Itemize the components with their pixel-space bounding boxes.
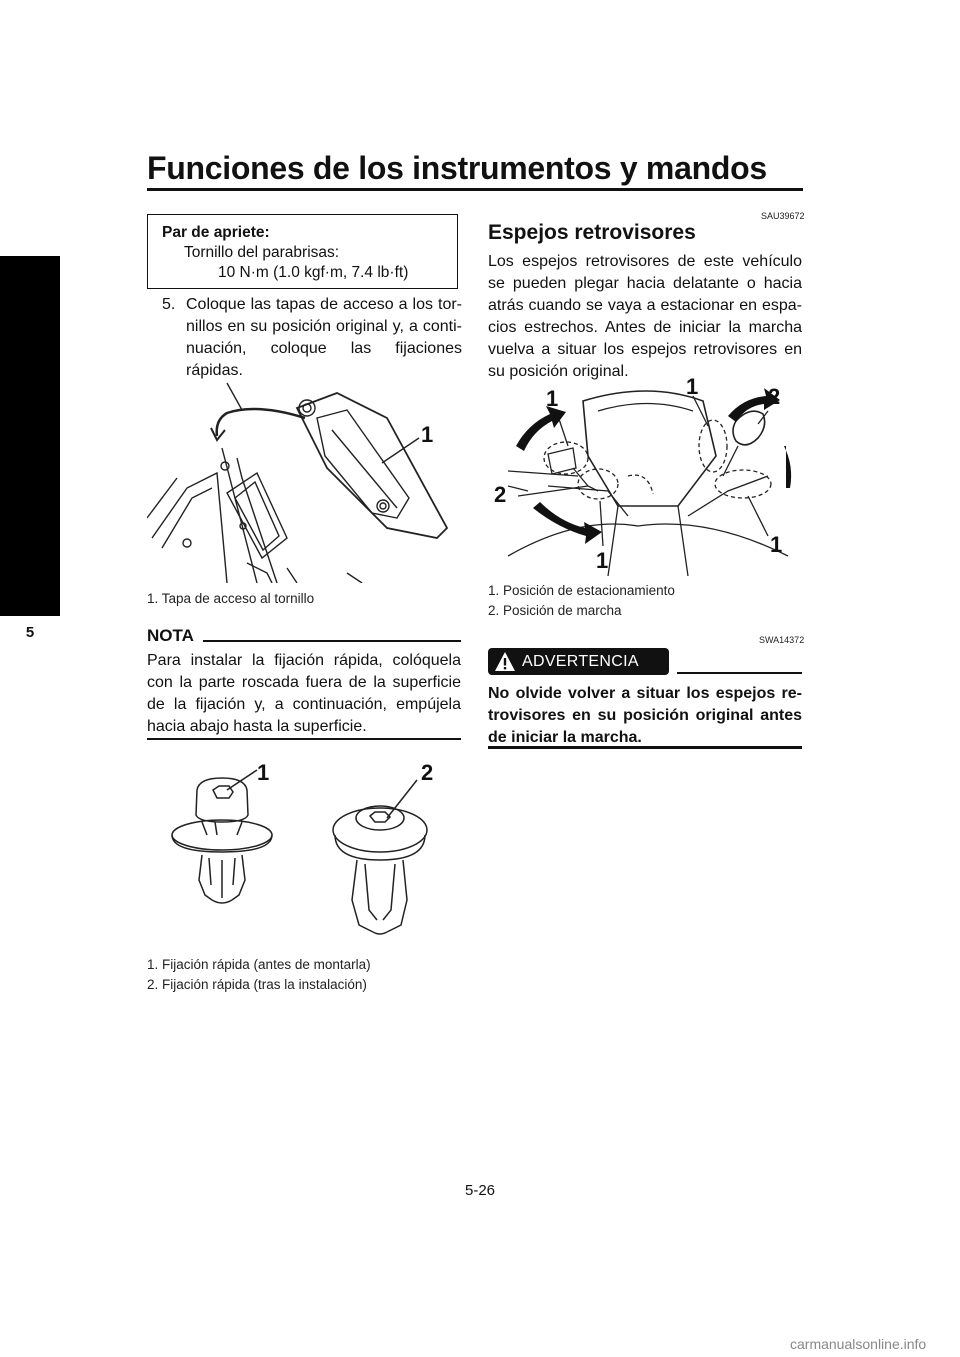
- title-rule: [147, 188, 803, 191]
- torque-spec-box: [147, 214, 458, 289]
- warning-text: No olvide volver a situar los espejos re-trovisores en su posición original antes de iniciar la marcha.: [488, 685, 802, 746]
- torque-spec-item: Tornillo del parabrisas:: [184, 244, 340, 261]
- mirror-label-2a: 2: [768, 384, 781, 409]
- figure-mirrors: [488, 376, 802, 579]
- figure2-caption-1: 1. Fijación rápida (antes de montarla): [147, 957, 371, 972]
- torque-spec-value: 10 N·m (1.0 kgf·m, 7.4 lb·ft): [218, 264, 409, 281]
- chapter-tab: [0, 256, 60, 616]
- nota-bottom-rule: [147, 738, 461, 740]
- page-title: Funciones de los instrumentos y mandos: [147, 150, 767, 186]
- watermark: carmanualsonline.info: [790, 1336, 927, 1352]
- figure1-caption: 1. Tapa de acceso al tornillo: [147, 591, 315, 606]
- warning-bottom-rule: [488, 746, 802, 749]
- page-number: 5-26: [464, 1182, 496, 1199]
- step-5: [162, 294, 462, 382]
- figure2-callout-2: 2: [421, 760, 434, 785]
- section-text: Los espejos retrovisores de este vehículo se pueden plegar hacia delatante o hacia atrás cuando se vaya a estacionar en espa-cios estrechos. Antes de iniciar la marcha vuelva a situar los espejos retrovisores en su posición original.: [488, 253, 802, 380]
- chapter-number: 5: [25, 624, 35, 641]
- section-code: SAU39672: [761, 211, 805, 221]
- warning-rule: [677, 672, 802, 674]
- mirror-label-2b: 2: [494, 482, 507, 507]
- mirror-label-1d: 1: [770, 532, 783, 557]
- mirror-label-1a: 1: [546, 386, 559, 411]
- section-title: Espejos retrovisores: [488, 221, 696, 244]
- figure1-callout: 1: [421, 422, 434, 447]
- figure3-caption-1: 1. Posición de estacionamiento: [488, 583, 675, 598]
- figure-screw-cover: [147, 378, 459, 583]
- figure3-caption-2: 2. Posición de marcha: [488, 603, 622, 618]
- nota-heading: NOTA: [147, 626, 194, 645]
- step-number: 5.: [162, 296, 176, 313]
- quick-fastener-illustration: [147, 760, 459, 950]
- figure2-callout-1: 1: [257, 760, 270, 785]
- mirror-illustration: [488, 376, 802, 579]
- screw-cover-illustration: [147, 378, 459, 583]
- mirror-label-1c: 1: [596, 548, 609, 573]
- warning-badge: [488, 648, 669, 675]
- warning-code: SWA14372: [759, 635, 805, 645]
- torque-spec-title: Par de apriete:: [162, 224, 270, 241]
- nota-rule: [203, 640, 461, 642]
- figure2-caption-2: 2. Fijación rápida (tras la instalación): [147, 977, 367, 992]
- warning-label: ADVERTENCIA: [522, 653, 639, 670]
- warning-triangle-icon: [494, 651, 516, 672]
- mirror-label-1b: 1: [686, 376, 699, 399]
- figure-quick-fasteners: [147, 760, 459, 950]
- step-text: Coloque las tapas de acceso a los tor-nillos en su posición original y, a conti-nuación, coloque las fijaciones rápidas.: [186, 296, 462, 379]
- nota-text: Para instalar la fijación rápida, colóquela con la parte roscada fuera de la superficie de la fijación y, a continuación, empújela hacia abajo hasta la superficie.: [147, 652, 461, 735]
